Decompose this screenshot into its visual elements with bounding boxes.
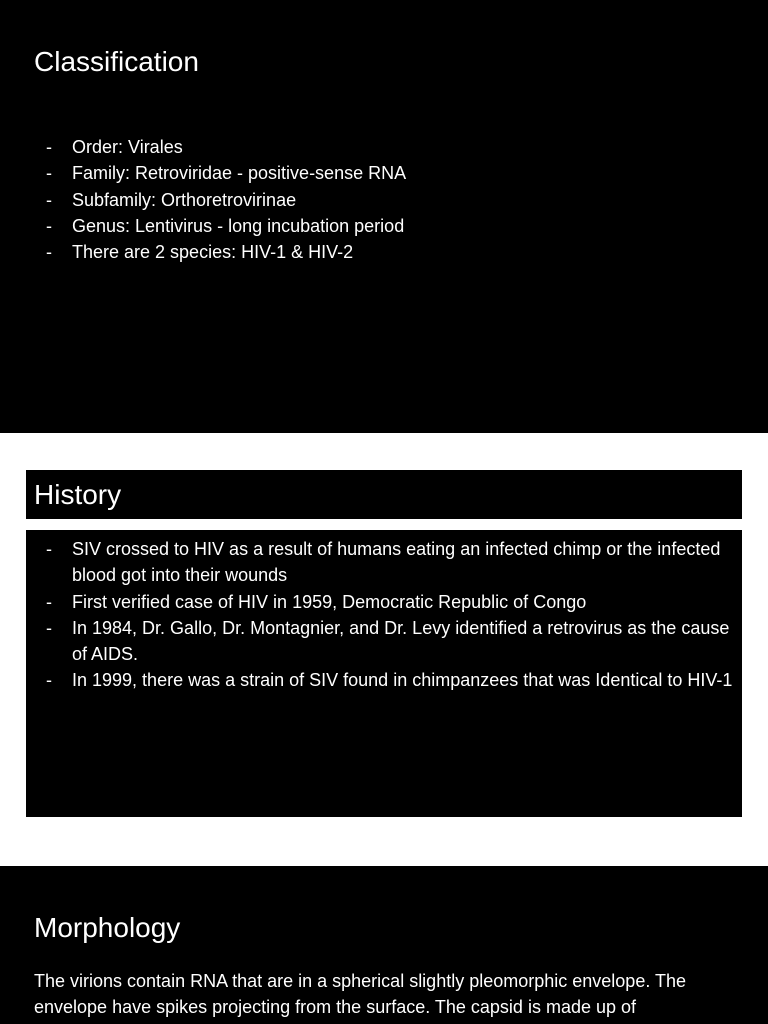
list-item: - Order: Virales (34, 134, 734, 160)
list-item: - In 1984, Dr. Gallo, Dr. Montagnier, and Dr. Levy identified a retrovirus as the cause of AIDS. (34, 615, 734, 668)
classification-list (34, 134, 734, 265)
list-item: - Family: Retroviridae - positive-sense RNA (34, 160, 734, 186)
history-title: History (34, 479, 122, 510)
classification-slide (0, 0, 768, 433)
list-item: - In 1999, there was a strain of SIV found in chimpanzees that was Identical to HIV-1 (34, 667, 734, 693)
morphology-text: The virions contain RNA that are in a spherical slightly pleomorphic envelope. The envelope have spikes projecting from the surface. The capsid is made up of (34, 971, 687, 1018)
history-body-box (26, 530, 742, 817)
list-item: - SIV crossed to HIV as a result of humans eating an infected chimp or the infected blood got into their wounds (34, 536, 734, 589)
morphology-title: Morphology (34, 912, 181, 943)
history-title-box (26, 470, 742, 519)
list-item: - Subfamily: Orthoretrovirinae (34, 187, 734, 213)
list-item: - There are 2 species: HIV-1 & HIV-2 (34, 239, 734, 265)
morphology-slide (0, 866, 768, 1024)
classification-title: Classification (34, 46, 199, 77)
list-item: - First verified case of HIV in 1959, Democratic Republic of Congo (34, 589, 734, 615)
history-list (34, 536, 734, 694)
list-item: - Genus: Lentivirus - long incubation period (34, 213, 734, 239)
